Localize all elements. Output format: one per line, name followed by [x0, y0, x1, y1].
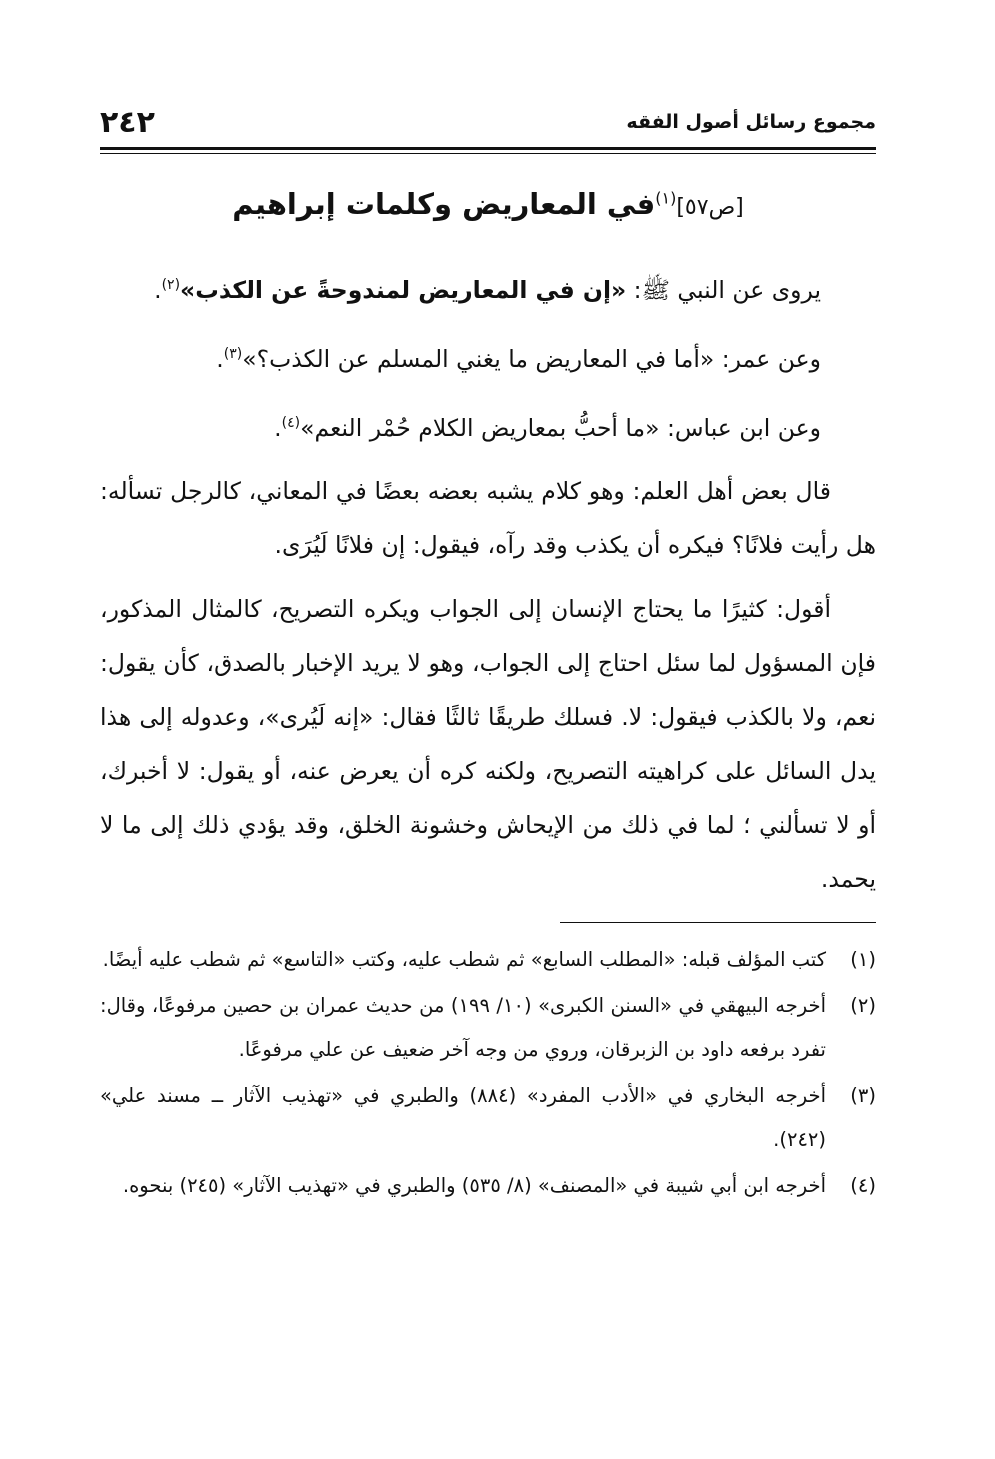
- footnote-separator: [560, 922, 876, 923]
- footnote-number: (٣): [850, 1084, 876, 1107]
- footnote-text: كتب المؤلف قبله: «المطلب السابع» ثم شطب عليه، وكتب «التاسع» ثم شطب عليه أيضًا.: [102, 948, 826, 971]
- footnote-1: [100, 938, 876, 982]
- narration-quote: «أما في المعاريض ما يغني المسلم عن الكذب؟»: [242, 344, 715, 373]
- section-heading: [100, 187, 876, 221]
- narration-prophet: [100, 258, 876, 317]
- footnote-2: [100, 984, 876, 1072]
- footnote-number: (١): [850, 948, 876, 971]
- narration-tail: .: [154, 275, 162, 304]
- paragraph-scholars-definition: قال بعض أهل العلم: وهو كلام يشبه بعضه بعضًا في المعاني، كالرجل تسأله: هل رأيت فلانًا؟ فيكره أن يكذب وقد رآه، فيقول: إن فلانًا لَيُرَى.: [100, 477, 876, 560]
- header-rule-thick: [100, 147, 876, 150]
- footnote-marker: (٢): [161, 277, 181, 293]
- narration-lead: وعن عمر:: [714, 344, 821, 373]
- header-rule-thin: [100, 153, 876, 154]
- footnotes: [100, 938, 876, 1210]
- section-title: في المعاريض وكلمات إبراهيم: [232, 187, 656, 221]
- narration-ibn-abbas: [100, 396, 876, 455]
- narration-lead: يروى عن النبي ﷺ:: [626, 275, 821, 304]
- footnote-text: أخرجه ابن أبي شيبة في «المصنف» (٨/ ٥٣٥) والطبري في «تهذيب الآثار» (٢٤٥) بنحوه.: [122, 1174, 826, 1197]
- narration-lead: وعن ابن عباس:: [659, 413, 821, 442]
- page-number: ٢٤٢: [100, 104, 155, 140]
- footnote-number: (٤): [850, 1174, 876, 1197]
- running-header: [100, 100, 876, 144]
- narration-umar: [100, 327, 876, 386]
- footnote-marker: (٣): [223, 345, 243, 362]
- heading-footnote-marker: (١): [655, 188, 677, 208]
- narration-quote: «ما أحبُّ بمعاريض الكلام حُمْر النعم»: [300, 413, 660, 442]
- footnote-3: [100, 1074, 876, 1162]
- footnote-text: أخرجه البيهقي في «السنن الكبرى» (١٠/ ١٩٩) من حديث عمران بن حصين مرفوعًا، وقال: تفرد برفعه داود بن الزبرقان، وروي من وجه آخر ضعيف عن علي مرفوعًا.: [100, 994, 826, 1061]
- book-title: مجموع رسائل أصول الفقه: [626, 111, 876, 133]
- narration-quote: «إن في المعاريض لمندوحةً عن الكذب»: [180, 275, 627, 304]
- footnote-text: أخرجه البخاري في «الأدب المفرد» (٨٨٤) والطبري في «تهذيب الآثار ــ مسند علي» (٢٤٢).: [100, 1084, 826, 1151]
- manuscript-page-ref: [ص٥٧]: [676, 195, 744, 220]
- narration-tail: .: [274, 413, 282, 442]
- paragraph-author-commentary: أقول: كثيرًا ما يحتاج الإنسان إلى الجواب ويكره التصريح، كالمثال المذكور، فإن المسؤول لما سئل احتاج إلى الجواب، وهو لا يريد الإخبار بالصدق، كأن يقول: نعم، ولا بالكذب فيقول: لا. فسلك طريقًا ثالثًا فقال: «إنه لَيُرى»، وعدوله إلى هذا يدل السائل على كراهيته التصريح، ولكنه كره أن يعرض عنه، أو يقول: لا أخبرك، أو لا تسألني ؛ لما في ذلك من الإيحاش وخشونة الخلق، وقد يؤدي ذلك إلى ما لا يحمد.: [100, 595, 876, 894]
- narration-tail: .: [216, 344, 224, 373]
- footnote-number: (٢): [850, 994, 876, 1017]
- footnote-marker: (٤): [281, 414, 301, 431]
- footnote-4: [100, 1164, 876, 1208]
- main-text: [100, 258, 876, 906]
